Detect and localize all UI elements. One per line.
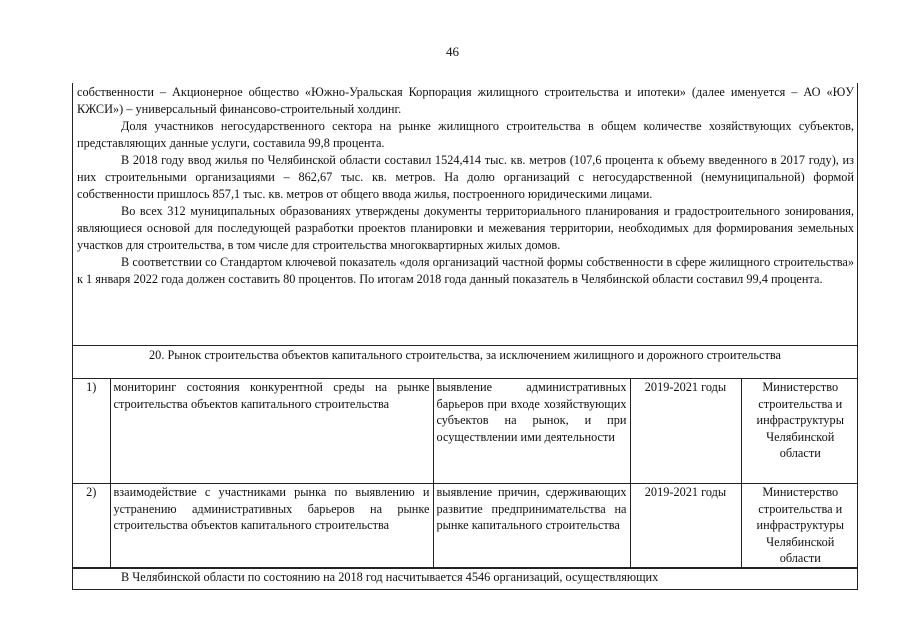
intro-paragraph: В 2018 году ввод жилья по Челябинской области составил 1524,414 тыс. кв. метров (107,6 процента к объему введенного в 2017 году), из них строительными организациями – 862,67 тыс. кв. метров. На долю организаций с негосударственной (немуниципальной) формой собственности пришлось 857,1 тыс. кв. метров от общего ввода жилья, построенного юридическими лицами. [77,153,854,201]
intro-paragraph: Во всех 312 муниципальных образованиях утверждены документы территориального планирования и градостроительного зонирования, являющиеся основой для последующей разработки проектов планировки и межевания территории, необходимых для формирования земельных участков для строительства, в том числе для строительства многоквартирных жилых домов. [77,204,854,252]
row-number: 2) [73,484,110,568]
measure-action: выявление административных барьеров при входе хозяйствующих субъектов на рынок, и при осуществлении ими деятельности [433,379,630,484]
responsible-body: Министерство строительства и инфраструктуры Челябинской области [741,379,858,484]
responsible-body: Министерство строительства и инфраструктуры Челябинской области [741,484,858,568]
intro-paragraph: В соответствии со Стандартом ключевой показатель «доля организаций частной формы собственности в сфере жилищного строительства» к 1 января 2022 года должен составить 80 процентов. По итогам 2018 года данный показатель в Челябинской области составил 99,4 процента. [77,255,854,286]
page-number: 46 [446,44,459,59]
section-title: 20. Рынок строительства объектов капитального строительства, за исключением жилищного и дорожного строительства [73,345,857,378]
measure-term: 2019-2021 годы [630,379,741,484]
row-number: 1) [73,379,110,484]
measure-description: мониторинг состояния конкурентной среды на рынке строительства объектов капитального строительства [110,379,433,484]
table-row [73,379,858,484]
measure-description: взаимодействие с участниками рынка по выявлению и устранению административных барьеров на рынке строительства объектов капитального строительства [110,484,433,568]
measures-table [73,378,858,568]
intro-paragraph: Доля участников негосударственного сектора на рынке жилищного строительства в общем количестве хозяйствующих субъектов, представляющих данные услуги, составила 99,8 процента. [77,119,854,150]
intro-text [73,83,857,345]
intro-paragraph: собственности – Акционерное общество «Южно-Уральская Корпорация жилищного строительства и ипотеки» (далее именуется – АО «ЮУ КЖСИ») – универсальный финансово-строительный холдинг. [77,85,854,116]
measure-term: 2019-2021 годы [630,484,741,568]
document-table-frame [72,83,858,590]
measure-action: выявление причин, сдерживающих развитие предпринимательства на рынке капитального строительства [433,484,630,568]
continuation-text: В Челябинской области по состоянию на 2018 год насчитывается 4546 организаций, осуществляющих [73,568,857,585]
table-row [73,484,858,568]
